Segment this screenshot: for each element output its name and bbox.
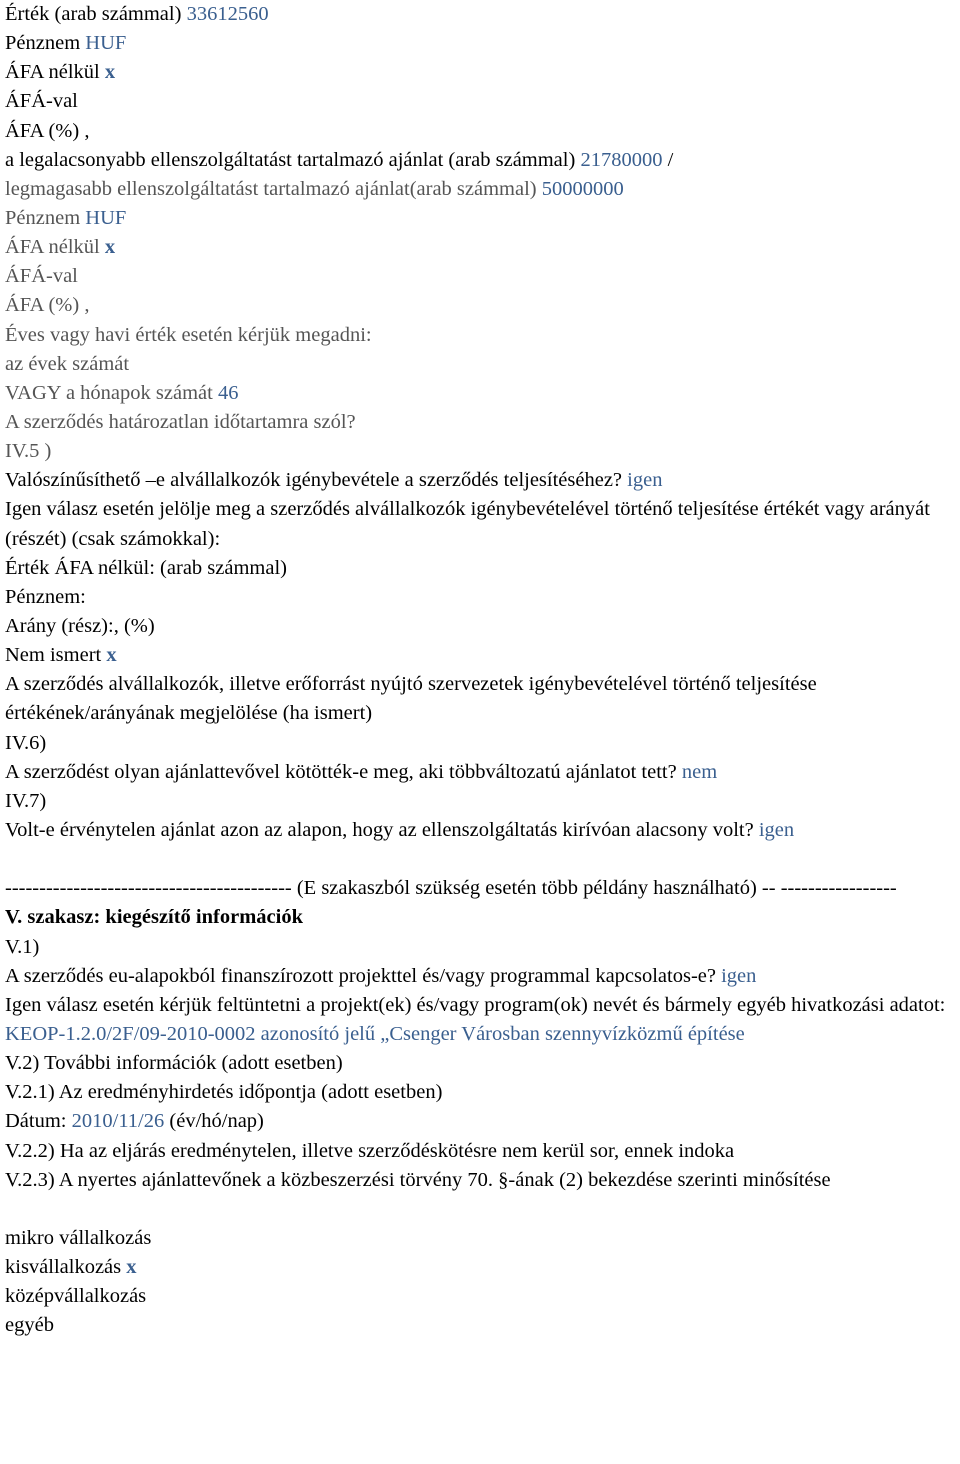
spacer	[5, 1195, 960, 1224]
label: VAGY a hónapok számát	[5, 381, 218, 404]
check-mark: x	[126, 1256, 137, 1279]
value: KEOP-1.2.0/2F/09-2010-0002 azonosító jelű „Csenger Városban szennyvízközmű építése	[5, 1023, 745, 1046]
check-mark: x	[104, 61, 116, 84]
value: 50000000	[541, 177, 624, 200]
value-excl-vat-line	[5, 554, 960, 583]
value: HUF	[85, 32, 127, 55]
other-line	[5, 1311, 960, 1340]
value: igen	[721, 964, 757, 987]
variant-offer-question	[5, 758, 960, 787]
subcontractor-value-line	[5, 670, 960, 728]
label: V.2.2) Ha az eljárás eredménytelen, illetve szerződéskötésre nem kerül sor, ennek indoka	[5, 1139, 735, 1162]
unknown-line	[5, 641, 960, 670]
label: V.1)	[5, 935, 40, 958]
label: egyéb	[5, 1314, 54, 1337]
date-line	[5, 1107, 960, 1136]
months-line	[5, 379, 960, 408]
label: A szerződés határozatlan időtartamra szól?	[5, 410, 356, 433]
label: Pénznem	[5, 32, 86, 55]
label: a legalacsonyabb ellenszolgáltatást tartalmazó ajánlat (arab számmal)	[5, 148, 581, 171]
label: Igen válasz esetén jelölje meg a szerződés alvállalkozók igénybevételével történő teljesítése értékét vagy arányát (részét) (csak számokkal):	[5, 498, 930, 550]
value: 46	[217, 381, 239, 404]
label: ÁFA nélkül	[5, 236, 105, 259]
label: Érték ÁFA nélkül: (arab számmal)	[5, 556, 287, 579]
indefinite-term-line	[5, 408, 960, 437]
label: Pénznem	[5, 206, 86, 229]
label: ÁFÁ-val	[5, 90, 78, 113]
label: Éves vagy havi érték esetén kérjük megadni:	[5, 323, 372, 346]
medium-enterprise-line	[5, 1282, 960, 1311]
vat-percent-line-2	[5, 291, 960, 320]
label: Volt-e érvénytelen ajánlat azon az alapon, hogy az ellenszolgáltatás kirívóan alacsony volt?	[5, 819, 759, 841]
section-heading	[5, 933, 960, 962]
label: Dátum:	[5, 1110, 72, 1133]
label: IV.7)	[5, 789, 47, 812]
label: középvállalkozás	[5, 1285, 147, 1308]
vat-percent-line	[5, 117, 960, 146]
section-heading	[5, 729, 960, 758]
label: ÁFÁ-val	[5, 265, 78, 288]
label: ÁFA (%) ,	[5, 294, 90, 317]
years-line	[5, 350, 960, 379]
value: 2010/11/26	[71, 1110, 165, 1133]
label: ÁFA (%) ,	[5, 119, 90, 142]
label: A szerződést olyan ajánlattevővel kötötték-e meg, aki többváltozatú ajánlatot tett?	[5, 760, 682, 783]
subcontractor-instructions	[5, 495, 960, 553]
currency-line-2	[5, 204, 960, 233]
suffix: (év/hó/nap)	[164, 1110, 264, 1133]
label: A szerződés eu-alapokból finanszírozott projekttel és/vagy programmal kapcsolatos-e?	[5, 964, 722, 987]
invalid-offer-question	[5, 816, 960, 845]
check-mark: x	[106, 644, 117, 667]
micro-enterprise-line	[5, 1224, 960, 1253]
label: V.2.3) A nyertes ajánlattevőnek a közbeszerzési törvény 70. §-ának (2) bekezdése szerinti minősítése	[5, 1168, 831, 1191]
suffix: /	[662, 148, 674, 171]
label: A szerződés alvállalkozók, illetve erőforrást nyújtó szervezetek igénybevételével történő teljesítése értékének/arányának megjelölése (ha ismert)	[5, 673, 817, 725]
value: nem	[681, 760, 718, 783]
section-divider	[5, 874, 960, 903]
check-mark: x	[104, 236, 116, 259]
lowest-offer-line	[5, 146, 960, 175]
label: Pénznem:	[5, 585, 86, 608]
value: 21780000	[580, 148, 663, 171]
unsuccessful-reason-line	[5, 1137, 960, 1166]
label: V.2) További információk (adott esetben)	[5, 1052, 343, 1075]
currency-line	[5, 29, 960, 58]
announcement-date-heading	[5, 1078, 960, 1107]
annual-monthly-line	[5, 321, 960, 350]
vat-included-line	[5, 87, 960, 116]
label: az évek számát	[5, 352, 130, 375]
ratio-line	[5, 612, 960, 641]
small-enterprise-line	[5, 1253, 960, 1282]
label: IV.5 )	[5, 440, 52, 463]
further-info-heading	[5, 1049, 960, 1078]
spacer	[5, 845, 960, 874]
label: V. szakasz: kiegészítő információk	[5, 906, 303, 929]
value: HUF	[85, 206, 127, 229]
vat-excluded-line-2	[5, 233, 960, 262]
label: ------------------------------------------ (E szakaszból szükség esetén több példány használható) -- -----------------	[5, 877, 897, 900]
project-reference	[5, 1020, 960, 1049]
label: ÁFA nélkül	[5, 61, 105, 84]
vat-excluded-line	[5, 58, 960, 87]
eu-funds-instructions	[5, 991, 960, 1020]
label: kisvállalkozás	[5, 1256, 127, 1279]
highest-offer-line	[5, 175, 960, 204]
value-line	[5, 0, 960, 29]
section-heading	[5, 437, 960, 466]
label: V.2.1) Az eredményhirdetés időpontja (adott esetben)	[5, 1081, 443, 1104]
section-title	[5, 903, 960, 932]
currency-line-3	[5, 583, 960, 612]
value: 33612560	[186, 3, 269, 25]
label: Nem ismert	[5, 644, 107, 667]
label: Arány (rész):, (%)	[5, 614, 155, 637]
eu-funds-question	[5, 962, 960, 991]
value: igen	[627, 469, 663, 492]
value: igen	[758, 819, 795, 841]
section-heading	[5, 787, 960, 816]
label: IV.6)	[5, 731, 47, 754]
vat-included-line-2	[5, 262, 960, 291]
label: Igen válasz esetén kérjük feltüntetni a projekt(ek) és/vagy program(ok) nevét és bármely egyéb hivatkozási adatot:	[5, 993, 946, 1016]
subcontractor-question	[5, 466, 960, 495]
label: Valószínűsíthető –e alvállalkozók igénybevétele a szerződés teljesítéséhez?	[5, 469, 628, 492]
label: mikro vállalkozás	[5, 1227, 152, 1250]
label: legmagasabb ellenszolgáltatást tartalmazó ajánlat(arab számmal)	[5, 177, 542, 200]
winner-classification-line	[5, 1166, 960, 1195]
label: Érték (arab számmal)	[5, 3, 187, 25]
